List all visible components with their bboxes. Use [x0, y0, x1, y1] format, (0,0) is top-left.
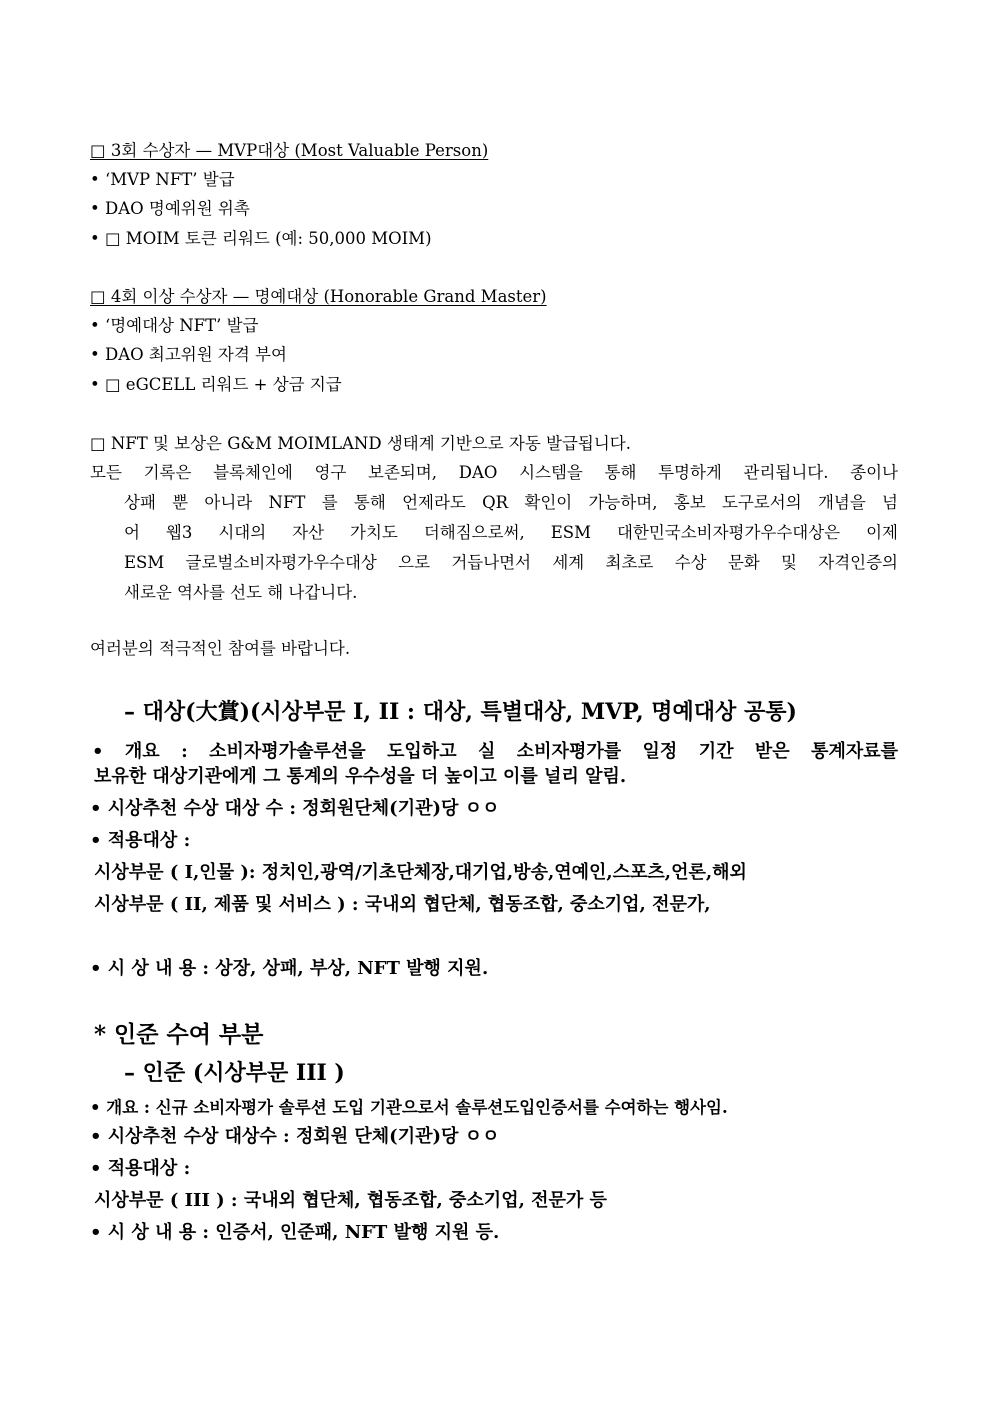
- section3-item-dao: • DAO 명예위원 위촉: [90, 199, 250, 218]
- grand-target-line1: 시상부문 ( I,인물 ): 정치인,광역/기초단체장,대기업,방송,연예인,스포츠,언론,해외: [94, 862, 747, 883]
- cert-section-title: * 인준 수여 부분: [94, 1021, 264, 1048]
- section4-heading: □ 4회 이상 수상자 — 명예대상 (Honorable Grand Master): [90, 287, 547, 306]
- notice-para-line: 모든 기록은 블록체인에 영구 보존되며, DAO 시스템을 통해 투명하게 관리됩니다. 종이나: [90, 463, 898, 482]
- notice-paragraph: [90, 458, 898, 608]
- notice-line: □ NFT 및 보상은 G&M MOIMLAND 생태계 기반으로 자동 발급됩니다.: [90, 434, 631, 453]
- cert-recommend: • 시상추천 수상 대상수 : 정회원 단체(기관)당 ㅇㅇ: [90, 1126, 500, 1147]
- cert-overview: • 개요 : 신규 소비자평가 솔루션 도입 기관으로서 솔루션도입인증서를 수여하는 행사임.: [90, 1098, 728, 1117]
- grand-recommend: • 시상추천 수상 대상 수 : 정회원단체(기관)당 ㅇㅇ: [90, 798, 500, 819]
- section4-item-dao: • DAO 최고위원 자격 부여: [90, 345, 287, 364]
- grand-overview-line2: 보유한 대상기관에게 그 통계의 우수성을 더 높이고 이를 널리 알림.: [94, 766, 627, 787]
- cert-title: – 인준 (시상부문 III ): [124, 1060, 345, 1086]
- notice-para-line: 상패 뿐 아니라 NFT 를 통해 언제라도 QR 확인이 가능하며, 홍보 도구로서의 개념을 넘: [124, 493, 898, 512]
- closing-text: 여러분의 적극적인 참여를 바랍니다.: [90, 639, 351, 658]
- section3-heading: □ 3회 수상자 — MVP대상 (Most Valuable Person): [90, 141, 489, 160]
- notice-para-line: ESM 글로벌소비자평가우수대상 으로 거듭나면서 세계 최초로 수상 문화 및 자격인증의: [124, 553, 898, 572]
- grand-award-title: – 대상(大賞)(시상부문 I, II : 대상, 특별대상, MVP, 명예대상 공통): [124, 699, 797, 725]
- grand-target-label: • 적용대상 :: [90, 830, 191, 851]
- notice-para-line: 새로운 역사를 선도 해 나갑니다.: [124, 583, 358, 602]
- grand-content: • 시 상 내 용 : 상장, 상패, 부상, NFT 발행 지원.: [90, 958, 489, 979]
- grand-overview-line1: • 개요 : 소비자평가솔루션을 도입하고 실 소비자평가를 일정 기간 받은 통계자료를: [92, 741, 898, 762]
- grand-target-line2: 시상부문 ( II, 제품 및 서비스 ) : 국내외 협단체, 협동조합, 중소기업, 전문가,: [94, 894, 711, 915]
- cert-target-label: • 적용대상 :: [90, 1158, 191, 1179]
- section4-item-nft: • ‘명예대상 NFT’ 발급: [90, 316, 259, 335]
- cert-target: 시상부문 ( III ) : 국내외 협단체, 협동조합, 중소기업, 전문가 등: [94, 1190, 607, 1211]
- section3-item-reward: • □ MOIM 토큰 리워드 (예: 50,000 MOIM): [90, 229, 432, 248]
- notice-para-line: 어 웹3 시대의 자산 가치도 더해짐으로써, ESM 대한민국소비자평가우수대상은 이제: [124, 523, 898, 542]
- cert-content: • 시 상 내 용 : 인증서, 인준패, NFT 발행 지원 등.: [90, 1222, 500, 1243]
- section4-item-reward: • □ eGCELL 리워드 + 상금 지급: [90, 375, 342, 394]
- section3-item-nft: • ‘MVP NFT’ 발급: [90, 170, 235, 189]
